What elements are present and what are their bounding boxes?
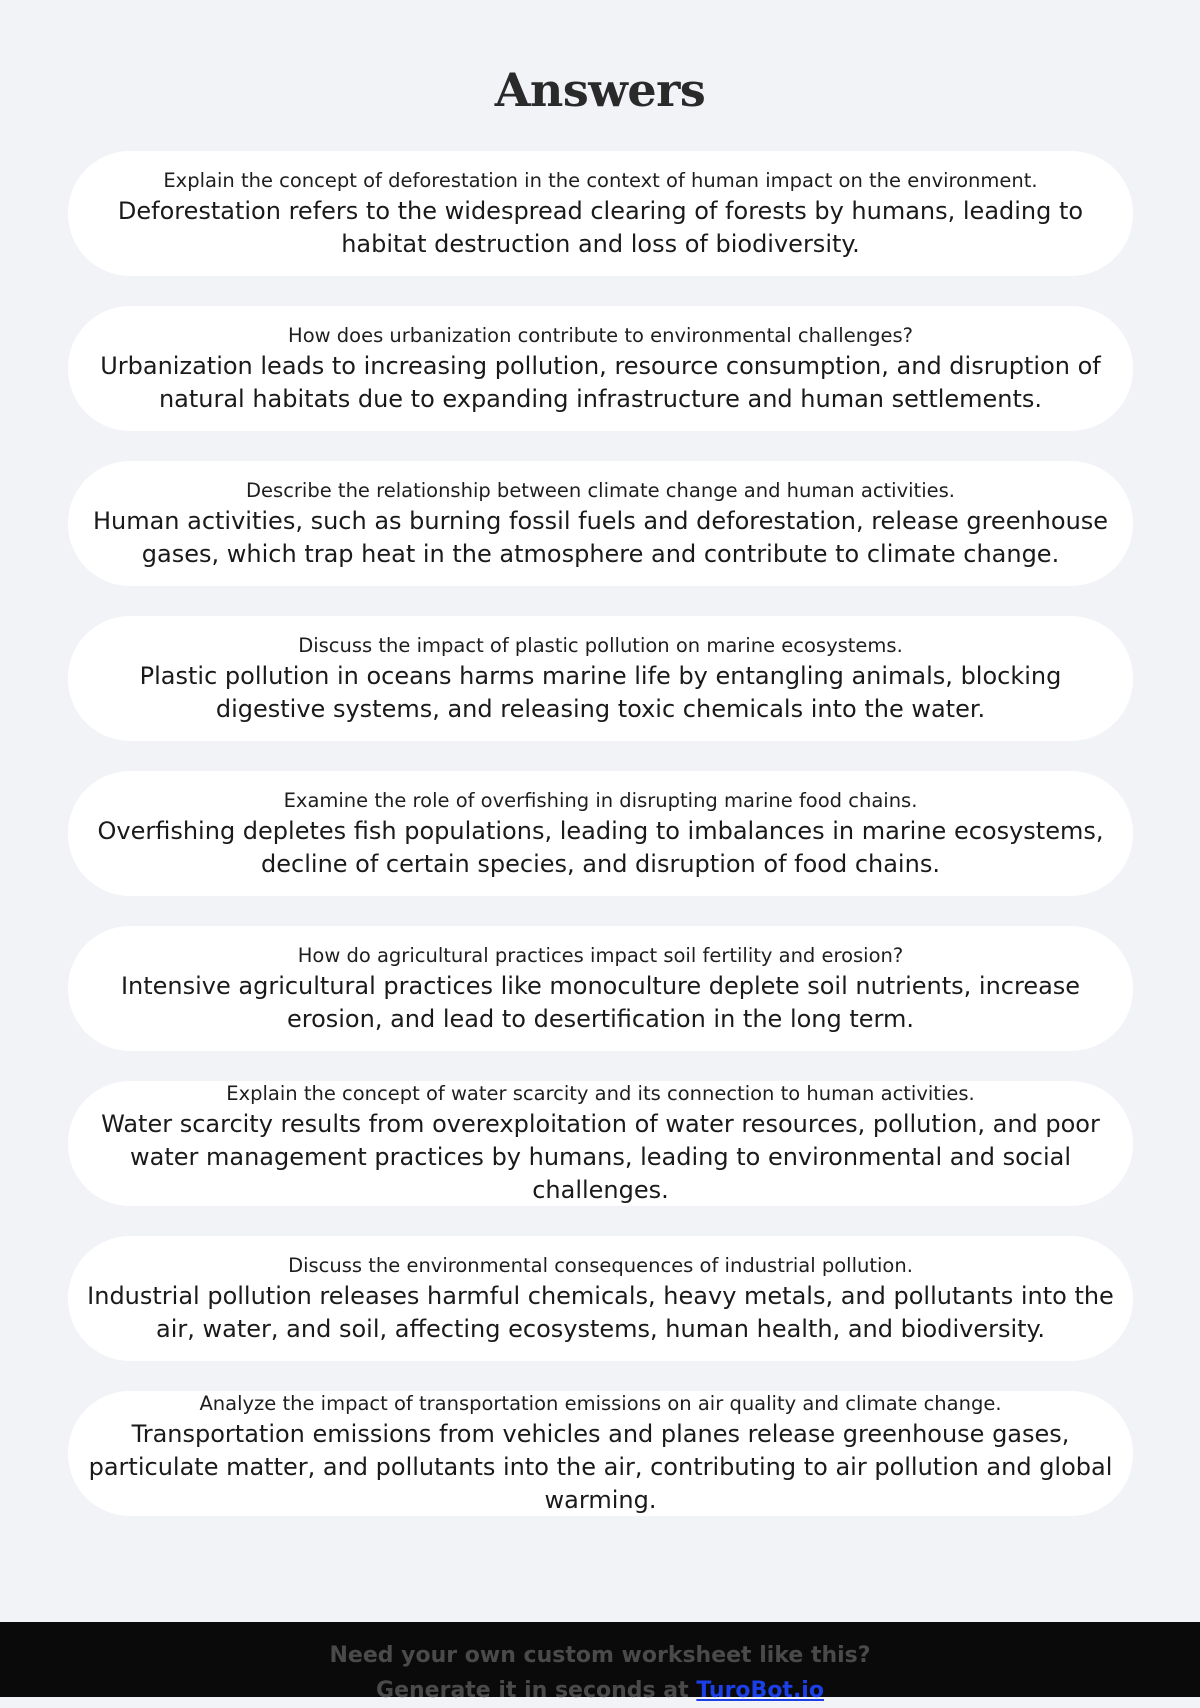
answer-card-4 xyxy=(68,616,1133,741)
answer-text: Overfishing depletes fish populations, leading to imbalances in marine ecosystems, decline of certain species, and disruption of food chains. xyxy=(97,816,1104,878)
question-text: Discuss the impact of plastic pollution on marine ecosystems. xyxy=(298,633,903,657)
question-text: Explain the concept of deforestation in the context of human impact on the environment. xyxy=(163,168,1038,192)
answer-card-1 xyxy=(68,151,1133,276)
answer-card-8 xyxy=(68,1236,1133,1361)
answer-card-9 xyxy=(68,1391,1133,1516)
answer-card-5 xyxy=(68,771,1133,896)
answer-text: Intensive agricultural practices like monoculture deplete soil nutrients, increase erosion, and lead to desertification in the long term. xyxy=(120,971,1081,1033)
answer-card-7 xyxy=(68,1081,1133,1206)
footer-line-1: Need your own custom worksheet like this? xyxy=(329,1643,871,1668)
page-title: Answers xyxy=(494,63,706,117)
question-text: How does urbanization contribute to environmental challenges? xyxy=(288,323,913,347)
answer-card-6 xyxy=(68,926,1133,1051)
question-text: Explain the concept of water scarcity and its connection to human activities. xyxy=(226,1082,975,1105)
answer-card-3 xyxy=(68,461,1133,586)
question-text: How do agricultural practices impact soil fertility and erosion? xyxy=(297,943,904,967)
answer-text: Human activities, such as burning fossil fuels and deforestation, release greenhouse gases, which trap heat in the atmosphere and contribute to climate change. xyxy=(92,506,1109,568)
footer-line-2 xyxy=(0,1673,1200,1708)
footer-banner xyxy=(0,1622,1200,1703)
question-text: Analyze the impact of transportation emissions on air quality and climate change. xyxy=(199,1392,1002,1415)
answer-card-2 xyxy=(68,306,1133,431)
answer-text: Deforestation refers to the widespread clearing of forests by humans, leading to habitat destruction and loss of biodiversity. xyxy=(117,196,1084,258)
answers-list xyxy=(68,151,1133,1546)
answer-text: Transportation emissions from vehicles and planes release greenhouse gases, particulate matter, and pollutants into the air, contributing to air pollution and global warming. xyxy=(88,1420,1113,1514)
answer-text: Urbanization leads to increasing pollution, resource consumption, and disruption of natural habitats due to expanding infrastructure and human settlements. xyxy=(100,351,1101,413)
answer-text: Industrial pollution releases harmful chemicals, heavy metals, and pollutants into the air, water, and soil, affecting ecosystems, human health, and biodiversity. xyxy=(87,1281,1114,1343)
answer-text: Plastic pollution in oceans harms marine life by entangling animals, blocking digestive systems, and releasing toxic chemicals into the water. xyxy=(139,661,1062,723)
question-text: Examine the role of overfishing in disrupting marine food chains. xyxy=(283,788,918,812)
footer-line-2-prefix: Generate it in seconds at xyxy=(376,1678,697,1703)
turobot-link[interactable]: TuroBot.io xyxy=(696,1678,824,1703)
question-text: Describe the relationship between climate change and human activities. xyxy=(246,478,955,502)
question-text: Discuss the environmental consequences of industrial pollution. xyxy=(288,1253,913,1277)
answer-text: Water scarcity results from overexploitation of water resources, pollution, and poor water management practices by humans, leading to environmental and social challenges. xyxy=(101,1110,1100,1204)
